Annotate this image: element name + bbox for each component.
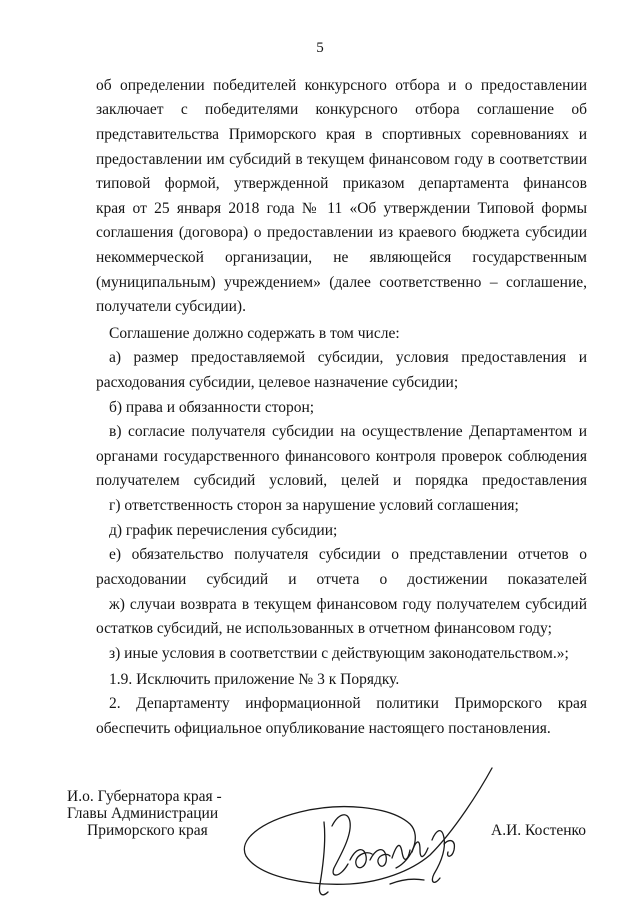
body-line: в) согласие получателя субсидии на осуществление Департаментом и <box>109 423 587 440</box>
position-line: И.о. Губернатора края - <box>67 788 222 805</box>
body-line: б) права и обязанности сторон; <box>109 399 315 416</box>
body-line: типовой формой, утвержденной приказом департамента финансов <box>96 175 587 192</box>
handwritten-signature <box>240 760 500 900</box>
signatory-position <box>67 788 222 839</box>
body-line: г) ответственность сторон за нарушение условий соглашения; <box>109 497 519 514</box>
body-line: е) обязательство получателя субсидии о представлении отчетов о <box>109 546 587 563</box>
body-line: об определении победителей конкурсного отбора и о предоставлении <box>96 77 587 94</box>
body-line: представительства Приморского края в спортивных соревнованиях и <box>96 126 587 143</box>
body-line: 2. Департаменту информационной политики Приморского края <box>109 695 587 712</box>
body-line: (муниципальным) учреждением» (далее соответственно – соглашение, <box>96 274 587 291</box>
body-line: получатели субсидии). <box>96 298 246 315</box>
body-line: Соглашение должно содержать в том числе: <box>109 325 400 342</box>
body-line: остатков субсидий, не использованных в отчетном финансовом году; <box>96 620 552 637</box>
body-line: предоставлении им субсидий в текущем финансовом году в соответствии <box>96 151 587 168</box>
body-line: д) график перечисления субсидии; <box>109 522 338 539</box>
body-line: 1.9. Исключить приложение № 3 к Порядку. <box>109 671 400 688</box>
body-line: края от 25 января 2018 года № 11 «Об утверждении Типовой формы <box>96 200 587 217</box>
body-line: некоммерческой организации, не являющейся государственным <box>96 249 587 266</box>
body-line: расходовании субсидий и отчета о достижении показателей <box>96 571 587 588</box>
page-number: 5 <box>316 40 324 56</box>
body-line: органами государственного финансового контроля проверок соблюдения <box>96 448 587 465</box>
position-line: Главы Администрации <box>67 805 219 822</box>
body-line: ж) случаи возврата в текущем финансовом году получателем субсидий <box>109 596 587 613</box>
body-line: расходования субсидии, целевое назначение субсидии; <box>96 374 459 391</box>
body-line: обеспечить официальное опубликование настоящего постановления. <box>96 720 551 737</box>
position-line: Приморского края <box>87 822 208 839</box>
body-line: заключает с победителями конкурсного отбора соглашение об <box>96 101 587 118</box>
body-line: соглашения (договора) о предоставлении из краевого бюджета субсидии <box>96 224 587 241</box>
signatory-name: А.И. Костенко <box>491 822 587 839</box>
body-line: получателем субсидий условий, целей и порядка предоставления <box>96 472 587 489</box>
body-line: з) иные условия в соответствии с действующим законодательством.»; <box>109 645 569 662</box>
body-line: а) размер предоставляемой субсидии, условия предоставления и <box>109 349 587 366</box>
